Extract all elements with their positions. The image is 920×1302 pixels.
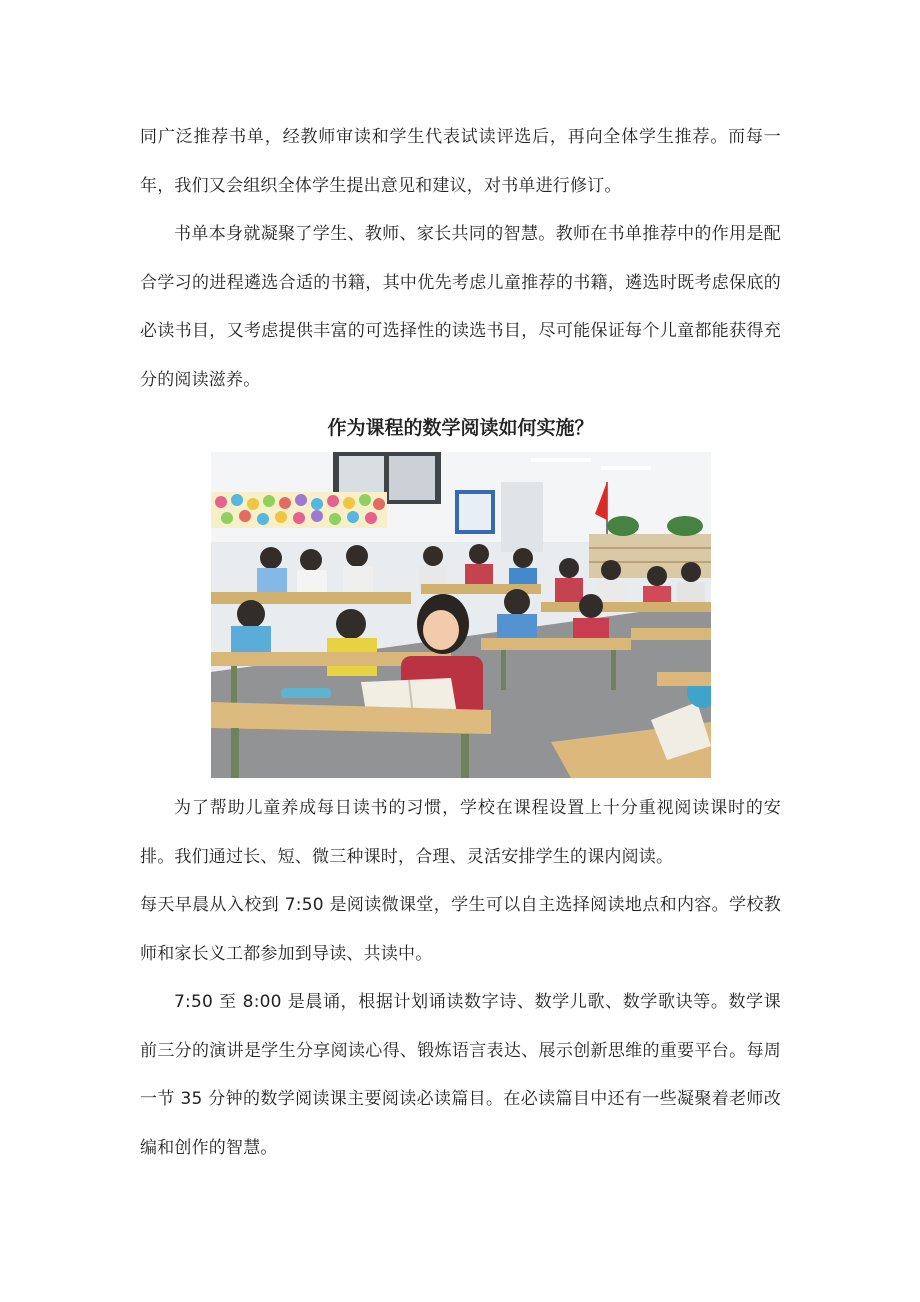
section-heading: 作为课程的数学阅读如何实施？: [327, 417, 594, 439]
classroom-photo: [211, 452, 711, 778]
paragraph: 书单本身就凝聚了学生、教师、家长共同的智慧。教师在书单推荐中的作用是配合学习的进程遴选合适的书籍，其中优先考虑儿童推荐的书籍，遴选时既考虑保底的必读书目，又考虑提供丰富的可选择性的读选书目，尽可能保证每个儿童都能获得充分的阅读滋养。: [140, 224, 781, 390]
paragraph: 同广泛推荐书单，经教师审读和学生代表试读评选后，再向全体学生推荐。而每一年，我们又会组织全体学生提出意见和建议，对书单进行修订。: [140, 127, 781, 196]
paragraph: 7:50 至 8:00 是晨诵，根据计划诵读数字诗、数学儿歌、数学歌诀等。数学课前三分的演讲是学生分享阅读心得、锻炼语言表达、展示创新思维的重要平台。每周一节 35 分钟的数学阅读课主要阅读必读篇目。在必读篇目中还有一些凝聚着老师改编和创作的智慧。: [140, 992, 781, 1158]
document-page: [140, 113, 781, 1172]
paragraph: 为了帮助儿童养成每日读书的习惯，学校在课程设置上十分重视阅读课时的安排。我们通过长、短、微三种课时，合理、灵活安排学生的课内阅读。: [140, 798, 781, 867]
paragraph: 每天早晨从入校到 7:50 是阅读微课堂，学生可以自主选择阅读地点和内容。学校教师和家长义工都参加到导读、共读中。: [140, 895, 781, 964]
